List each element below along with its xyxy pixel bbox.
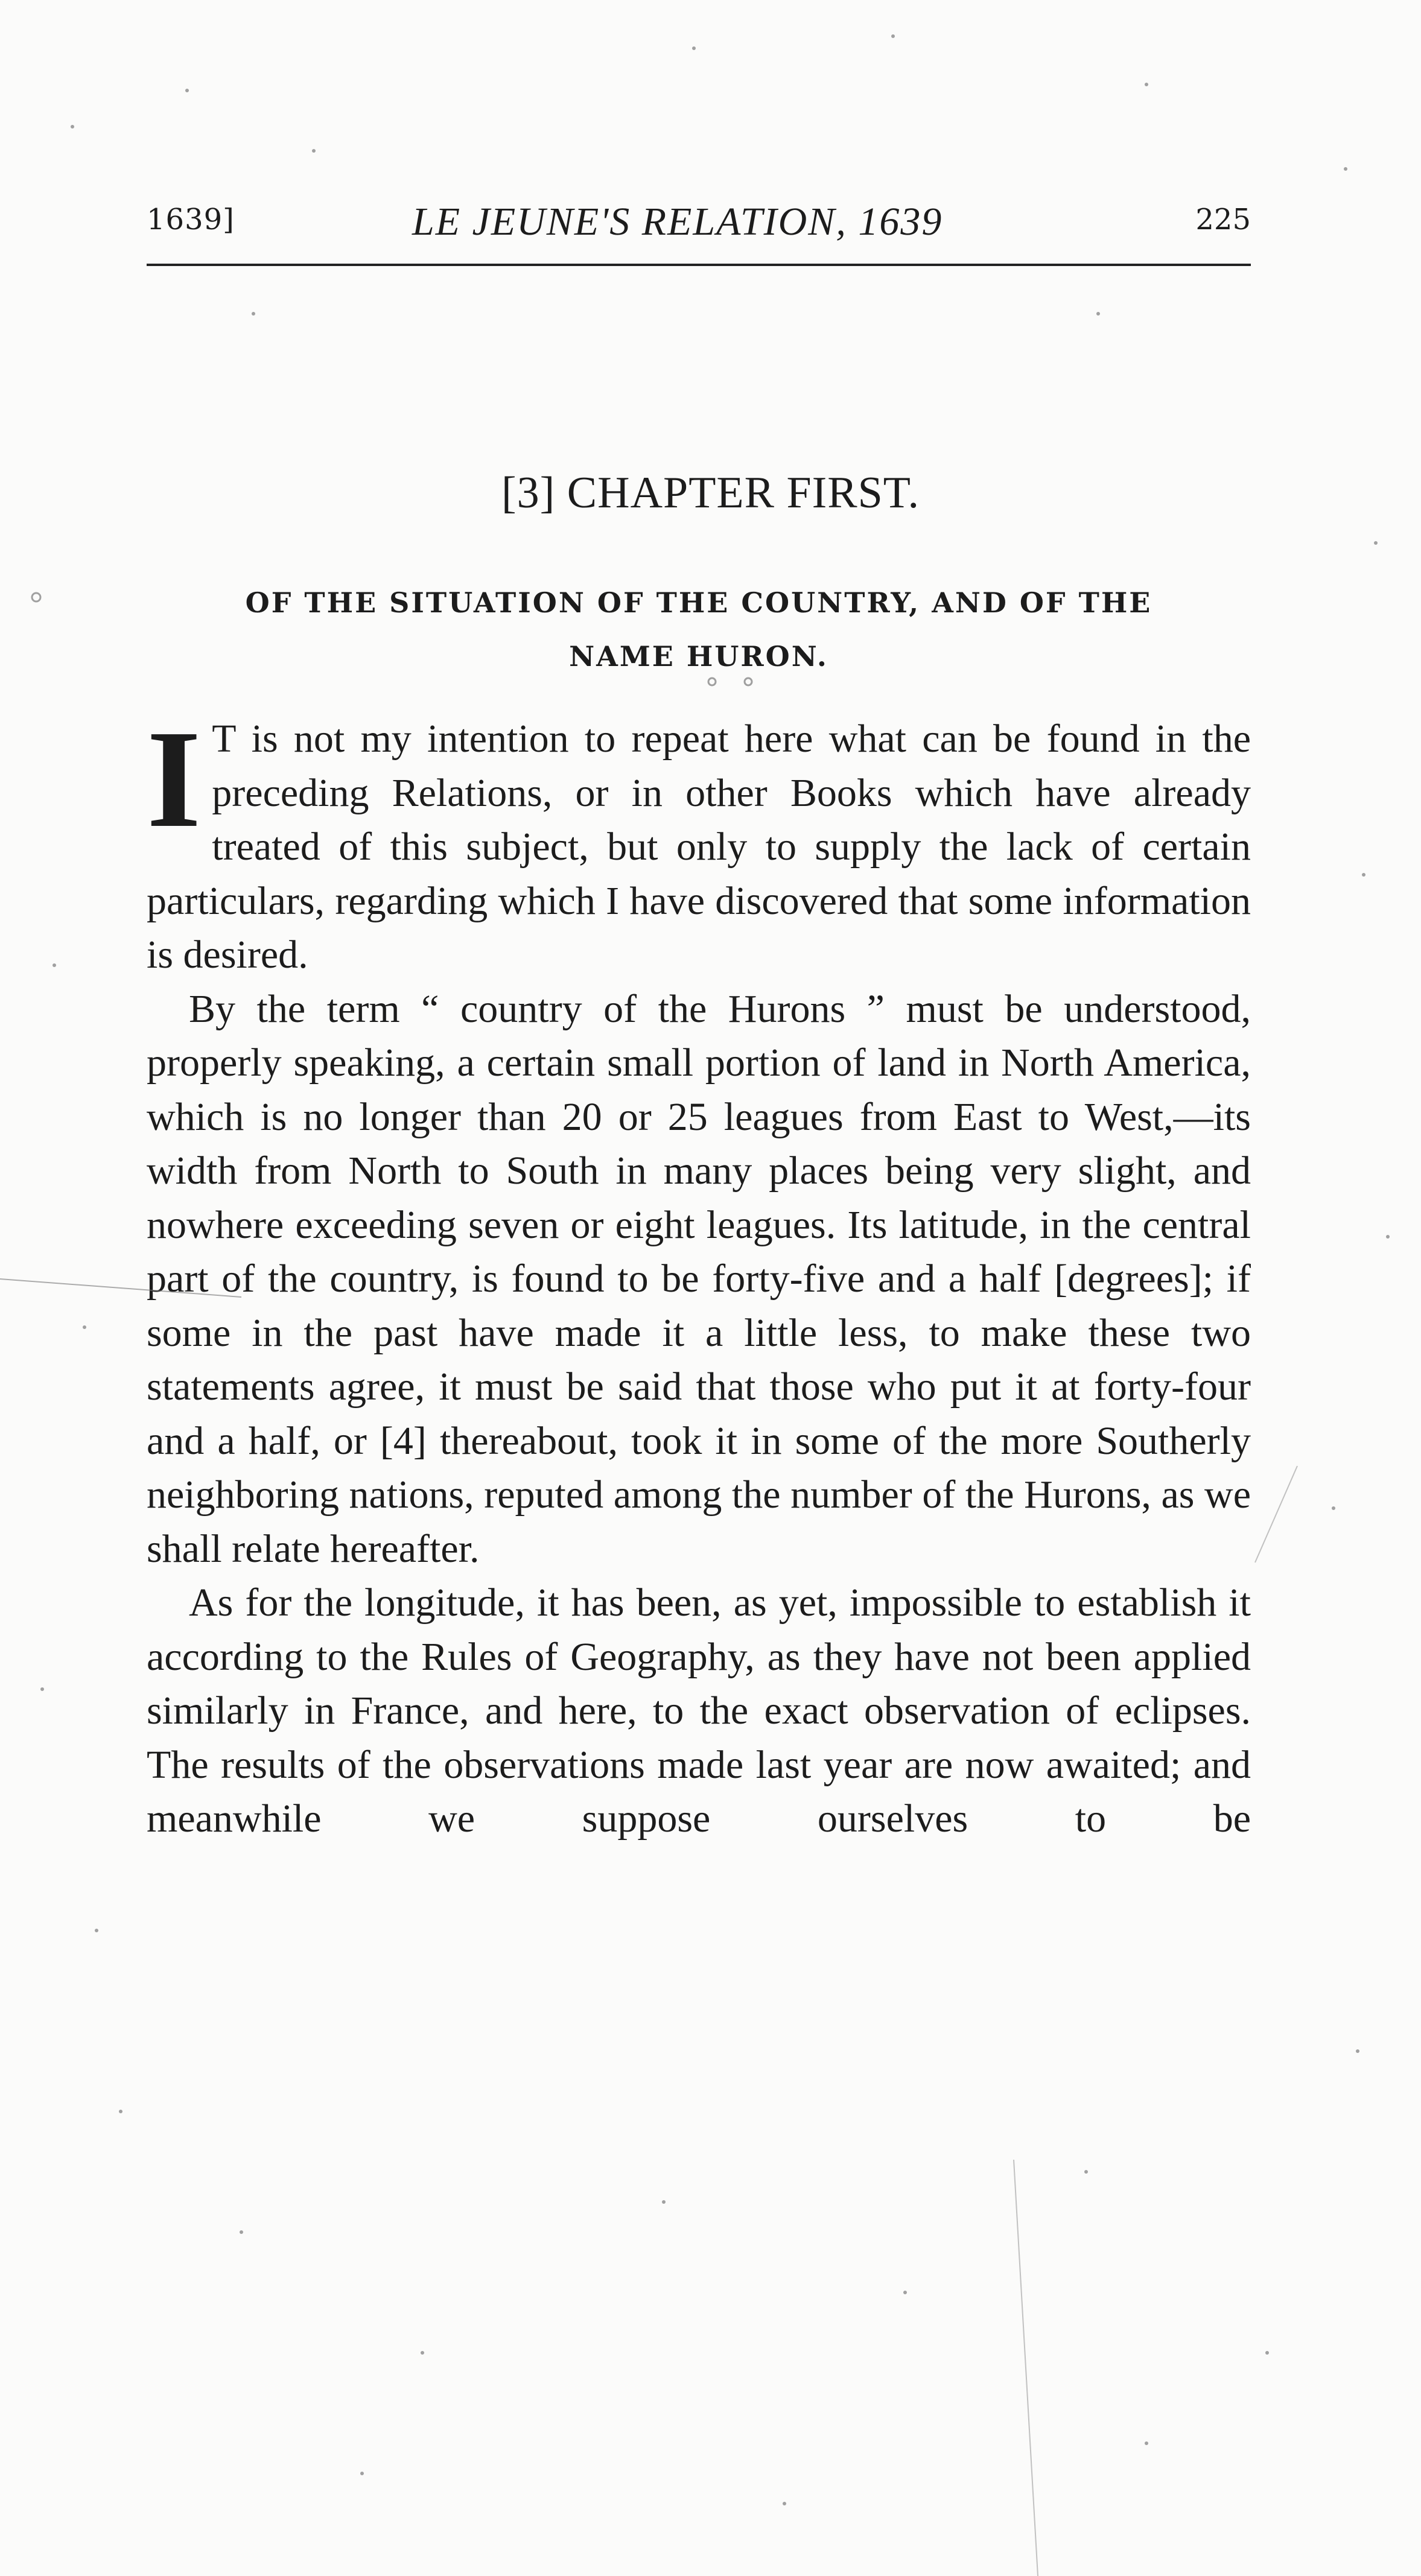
header-year: 1639] [147,203,235,236]
paragraph-3: As for the longitude, it has been, as yet, impossible to establish it according to the Rules of Geography, as they have not been applied similarly in France, and here, to the exact observation of eclipses. The results of the observations made last year are now awaited; and meanwhile we suppose ourselves to be [147,1581,1251,1841]
paragraph-2: By the term “ country of the Hurons ” must be understood, properly speaking, a certain small portion of land in North America, which is no longer than 20 or 25 leagues from East to West,—its width from North to South in many places being very slight, and nowhere exceeding seven or eight leagues. Its latitude, in the central part of the country, is found to be forty-five and a half [degrees]; if some in the past have made it a little less, to make these two statements agree, it must be said that those who put it at forty-four and a half, or [4] thereabout, took it in some of the more Southerly neighboring nations, reputed among the number of the Hurons, as we shall relate hereafter. [147,986,1251,1571]
chapter-subtitle [147,576,1251,684]
paragraph-1-text: T is not my intention to repeat here what can be found in the preceding Relations, or in other Books which have already treated of this subject, but only to supply the lack of certain particulars, regarding which I have discovered that some information is desired. [147,717,1251,977]
running-header [147,199,1251,247]
chapter-subtitle-line1: OF THE SITUATION OF THE COUNTRY, AND OF THE [245,586,1152,619]
drop-cap: I [147,702,202,857]
header-title: LE JEUNE'S RELATION, 1639 [412,200,943,244]
header-rule [147,264,1251,266]
chapter-subtitle-line2: NAME HURON. [569,640,828,673]
page-number: 225 [1195,203,1251,236]
paragraph-1 [147,702,1251,982]
body-text [147,702,1251,1846]
chapter-title: [3] CHAPTER FIRST. [501,468,920,518]
